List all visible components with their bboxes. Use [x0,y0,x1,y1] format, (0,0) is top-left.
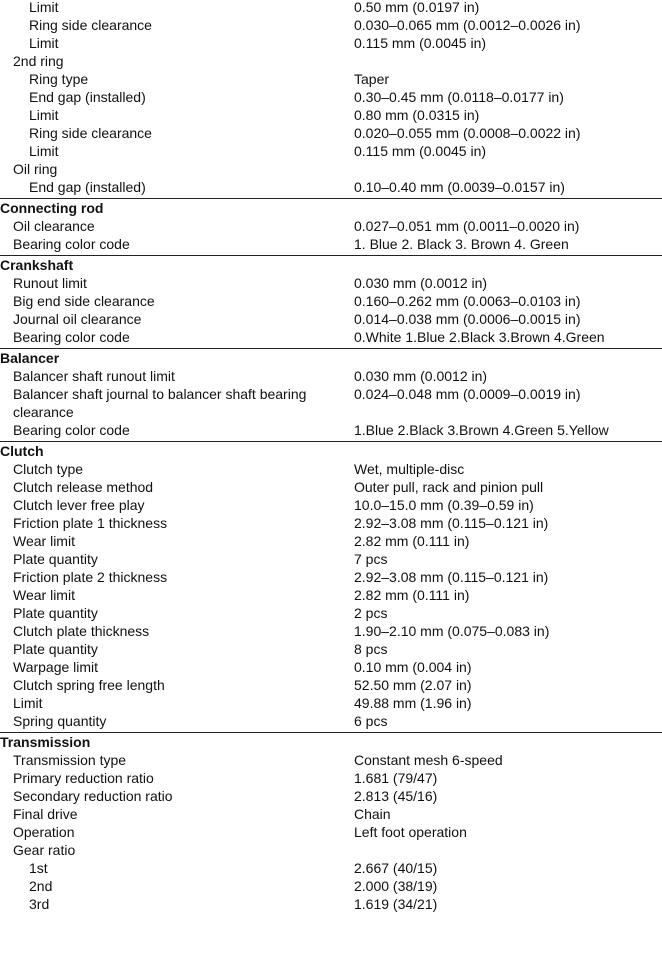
spec-value: 0.030 mm (0.0012 in) [354,368,488,384]
spec-row [0,292,662,310]
spec-value: 8 pcs [354,641,388,657]
spec-label: Balancer shaft runout limit [13,368,175,384]
spec-value: 0.160–0.262 mm (0.0063–0.0103 in) [354,293,581,309]
spec-value: 1.Blue 2.Black 3.Brown 4.Green 5.Yellow [354,422,609,438]
spec-row [0,142,662,160]
spec-label: Plate quantity [13,551,98,567]
spec-row [0,328,662,346]
spec-value: Taper [354,71,390,87]
spec-value: 1.681 (79/47) [354,770,438,786]
section-title: Clutch [0,443,44,459]
spec-row [0,178,662,196]
spec-label: Friction plate 2 thickness [13,569,168,585]
spec-row [0,877,662,895]
spec-row [0,496,662,514]
spec-label: Balancer shaft journal to balancer shaft bearing clearance [13,386,307,420]
section-balancer [0,348,662,439]
spec-row [0,532,662,550]
spec-row [0,640,662,658]
spec-row [0,622,662,640]
spec-row [0,124,662,142]
spec-value: 10.0–15.0 mm (0.39–0.59 in) [354,497,534,513]
spec-value: 0.115 mm (0.0045 in) [354,35,487,51]
spec-row [0,310,662,328]
spec-value: 2.82 mm (0.111 in) [354,533,470,549]
spec-row [0,106,662,124]
spec-value: 0.80 mm (0.0315 in) [354,107,480,123]
spec-value: 0.50 mm (0.0197 in) [354,0,480,15]
spec-label: Clutch type [13,461,84,477]
spec-label: Secondary reduction ratio [13,788,173,804]
spec-value: 0.030 mm (0.0012 in) [354,275,488,291]
spec-row [0,274,662,292]
spec-value: Constant mesh 6-speed [354,752,503,768]
spec-label: Transmission type [13,752,127,768]
spec-label: Bearing color code [13,329,130,345]
spec-label: 3rd [29,896,50,912]
spec-label: Clutch spring free length [13,677,165,693]
spec-value: 1.90–2.10 mm (0.075–0.083 in) [354,623,550,639]
spec-row [0,385,662,421]
spec-value: 2.813 (45/16) [354,788,438,804]
spec-row [0,514,662,532]
spec-row [0,160,662,178]
spec-label: Wear limit [13,533,75,549]
spec-row [0,367,662,385]
spec-value: 1. Blue 2. Black 3. Brown 4. Green [354,236,569,252]
spec-label: Ring type [29,71,89,87]
section-crankshaft [0,255,662,346]
spec-value: Outer pull, rack and pinion pull [354,479,544,495]
section-transmission [0,732,662,913]
section-continued [0,0,662,196]
spec-row [0,604,662,622]
spec-label: Friction plate 1 thickness [13,515,168,531]
spec-value: 0.White 1.Blue 2.Black 3.Brown 4.Green [354,329,605,345]
spec-row [0,676,662,694]
spec-row [0,805,662,823]
spec-value: 7 pcs [354,551,388,567]
spec-row [0,88,662,106]
spec-label: Big end side clearance [13,293,155,309]
section-title: Transmission [0,734,91,750]
spec-label: Limit [29,35,59,51]
section-connecting-rod [0,198,662,253]
spec-value: 2.000 (38/19) [354,878,438,894]
spec-label: Bearing color code [13,236,130,252]
spec-label: Limit [13,695,43,711]
spec-value: 0.30–0.45 mm (0.0118–0.0177 in) [354,89,564,105]
spec-label: Clutch release method [13,479,154,495]
spec-value: 2.82 mm (0.111 in) [354,587,470,603]
spec-row [0,586,662,604]
spec-value: 0.10–0.40 mm (0.0039–0.0157 in) [354,179,565,195]
spec-value: 0.030–0.065 mm (0.0012–0.0026 in) [354,17,581,33]
spec-row [0,787,662,805]
spec-label: Limit [29,0,59,15]
spec-value: 2.667 (40/15) [354,860,438,876]
spec-value: Wet, multiple-disc [354,461,465,477]
spec-label: Journal oil clearance [13,311,142,327]
spec-row [0,859,662,877]
spec-row [0,895,662,913]
spec-label: Plate quantity [13,605,98,621]
spec-row [0,0,662,16]
spec-row [0,841,662,859]
spec-row [0,658,662,676]
spec-value: Chain [354,806,391,822]
spec-value: 2.92–3.08 mm (0.115–0.121 in) [354,515,549,531]
spec-label: End gap (installed) [29,89,146,105]
spec-row [0,421,662,439]
section-title: Balancer [0,350,60,366]
spec-label: End gap (installed) [29,179,146,195]
spec-row [0,751,662,769]
spec-label: Warpage limit [13,659,99,675]
spec-row [0,568,662,586]
spec-label: Clutch plate thickness [13,623,150,639]
spec-row [0,769,662,787]
spec-value: 0.024–0.048 mm (0.0009–0.0019 in) [354,386,581,402]
spec-row [0,70,662,88]
spec-label: Runout limit [13,275,87,291]
spec-row [0,478,662,496]
spec-label: 2nd [29,878,53,894]
spec-label: 2nd ring [13,53,64,69]
spec-value: 49.88 mm (1.96 in) [354,695,472,711]
spec-value: 0.014–0.038 mm (0.0006–0.0015 in) [354,311,581,327]
spec-label: Bearing color code [13,422,130,438]
spec-label: Wear limit [13,587,75,603]
spec-row [0,235,662,253]
spec-label: Limit [29,143,59,159]
spec-value: 0.027–0.051 mm (0.0011–0.0020 in) [354,218,580,234]
spec-label: Oil ring [13,161,58,177]
spec-value: 52.50 mm (2.07 in) [354,677,472,693]
spec-label: Clutch lever free play [13,497,145,513]
section-title: Crankshaft [0,257,74,273]
spec-label: 1st [29,860,48,876]
spec-label: Operation [13,824,75,840]
section-title: Connecting rod [0,200,104,216]
spec-label: Limit [29,107,59,123]
spec-value: 0.115 mm (0.0045 in) [354,143,487,159]
spec-row [0,217,662,235]
spec-row [0,550,662,568]
spec-label: Oil clearance [13,218,95,234]
spec-row [0,712,662,730]
spec-value: 0.020–0.055 mm (0.0008–0.0022 in) [354,125,581,141]
spec-row [0,52,662,70]
spec-row [0,694,662,712]
spec-label: Ring side clearance [29,17,152,33]
spec-row [0,34,662,52]
spec-label: Gear ratio [13,842,76,858]
spec-row [0,823,662,841]
section-clutch [0,441,662,730]
spec-label: Primary reduction ratio [13,770,154,786]
spec-value: 1.619 (34/21) [354,896,438,912]
spec-value: 0.10 mm (0.004 in) [354,659,472,675]
spec-label: Final drive [13,806,78,822]
spec-label: Ring side clearance [29,125,152,141]
spec-label: Spring quantity [13,713,107,729]
spec-row [0,460,662,478]
spec-value: Left foot operation [354,824,467,840]
spec-value: 2.92–3.08 mm (0.115–0.121 in) [354,569,549,585]
spec-label: Plate quantity [13,641,98,657]
spec-row [0,16,662,34]
spec-value: 2 pcs [354,605,388,621]
spec-value: 6 pcs [354,713,388,729]
